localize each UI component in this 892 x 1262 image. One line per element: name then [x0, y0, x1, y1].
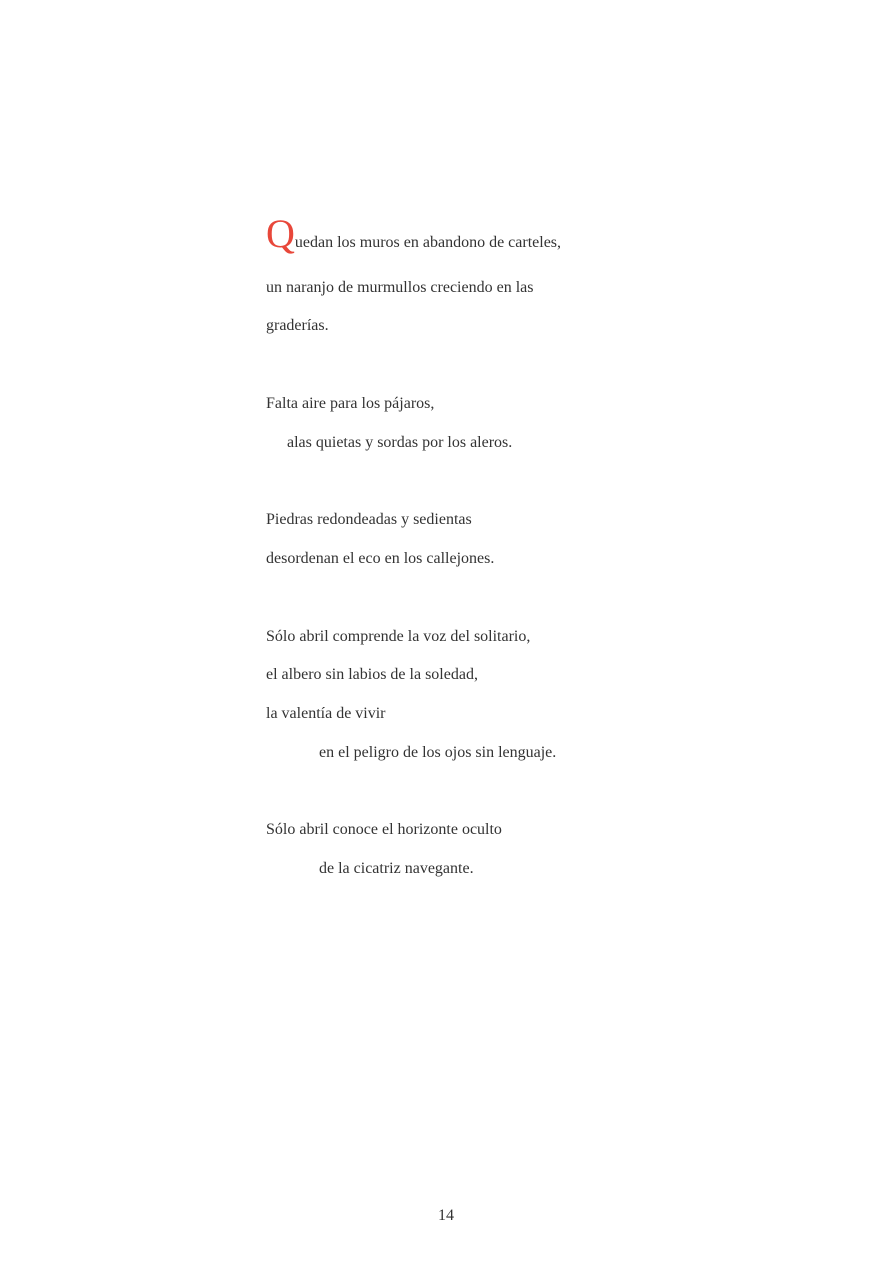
- stanza-3-line-1: Piedras redondeadas y sedientas: [266, 511, 472, 528]
- stanza-2-line-2: alas quietas y sordas por los aleros.: [287, 434, 513, 451]
- page-number: 14: [438, 1207, 454, 1224]
- stanza-4-line-2: el albero sin labios de la soledad,: [266, 666, 478, 683]
- stanza-4-line-1: Sólo abril comprende la voz del solitario,: [266, 628, 531, 645]
- stanza-4-line-4: en el peligro de los ojos sin lenguaje.: [319, 744, 557, 761]
- stanza-4-line-3: la valentía de vivir: [266, 705, 386, 722]
- stanza-5-line-1: Sólo abril conoce el horizonte oculto: [266, 821, 502, 838]
- stanza-1-line-2: un naranjo de murmullos creciendo en las: [266, 279, 534, 296]
- stanza-1-line-3: graderías.: [266, 317, 329, 334]
- drop-cap: Q: [266, 211, 295, 256]
- stanza-2-line-1: Falta aire para los pájaros,: [266, 395, 435, 412]
- stanza-5-line-2: de la cicatriz navegante.: [319, 860, 474, 877]
- stanza-1-line-1: [266, 211, 562, 256]
- stanza-1-line-1-text: uedan los muros en abandono de carteles,: [294, 234, 562, 251]
- stanza-3-line-2: desordenan el eco en los callejones.: [266, 550, 495, 567]
